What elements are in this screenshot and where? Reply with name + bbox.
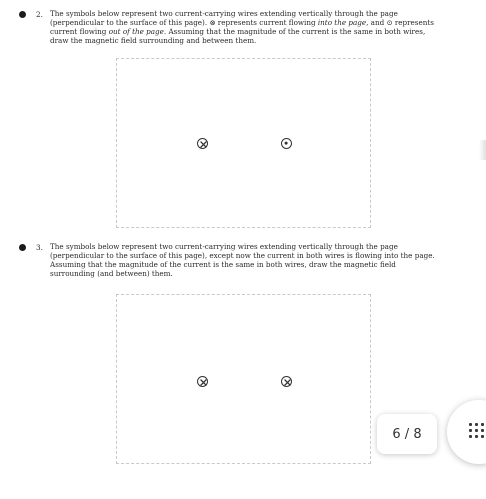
wire-into-page-icon — [197, 376, 208, 387]
question-2-bullet-icon — [19, 11, 26, 18]
wire-into-page-icon — [281, 376, 292, 387]
question-2-number: 2. — [36, 10, 43, 19]
out-of-page-symbol: ⊙ — [386, 17, 393, 27]
wire-into-page-icon — [197, 138, 208, 149]
into-page-symbol: ⊗ — [209, 17, 216, 27]
wire-out-of-page-icon — [281, 138, 292, 149]
question-3-text: The symbols below represent two current-carrying wires extending vertically through the page (perpendicular to the surface of this page), except now the current in both wires is flowing into the page. Assuming that the magnitude of the current is the same in both wires, draw the magnetic field surrounding (and between) them. — [50, 242, 435, 278]
page-indicator-label: 6 / 8 — [392, 426, 422, 442]
question-2-text: The symbols below represent two current-carrying wires extending vertically through the page (perpendicular to the surface of this page). ⊗ represents current flowing into the page, and ⊙ represents current flowing out of the page. Assuming that the magnitude of the current is the same in both wires, draw the magnetic field surrounding and between them. — [50, 9, 434, 45]
question-3-number: 3. — [36, 243, 43, 252]
grid-dots-icon — [469, 423, 483, 441]
question-3-drawing-area[interactable] — [116, 294, 371, 464]
question-3-bullet-icon — [19, 244, 26, 251]
question-2-drawing-area[interactable] — [116, 58, 371, 228]
page-indicator — [377, 414, 437, 454]
scroll-edge — [479, 140, 486, 160]
